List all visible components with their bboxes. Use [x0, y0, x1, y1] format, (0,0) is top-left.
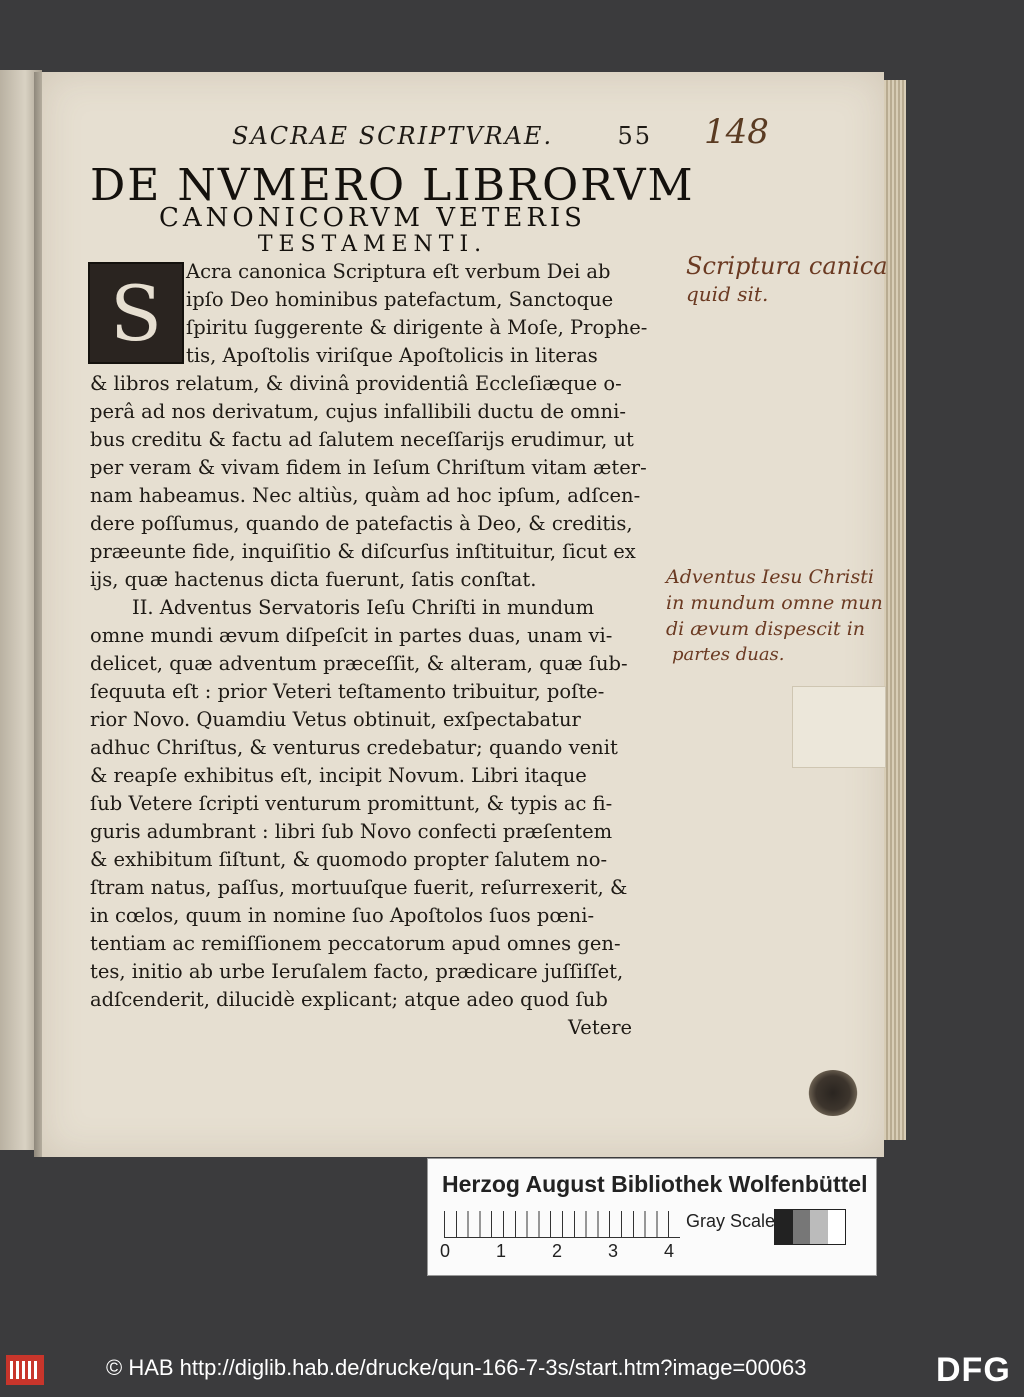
margin-note: di ævum dispescit in [666, 618, 866, 640]
text-line: per veram & vivam fidem in Ieſum Chriſtum vitam æter- [90, 456, 647, 479]
text-line: ſub Vetere ſcripti venturum promittunt, & typis ac fi- [90, 792, 613, 815]
ruler-ticks [444, 1211, 680, 1238]
copyright-url-link[interactable]: © HAB http://diglib.hab.de/drucke/qun-166-7-3s/start.htm?image=00063 [106, 1355, 807, 1380]
ruler-number: 1 [496, 1241, 507, 1261]
running-head-text: SACRAE SCRIPTVRAE. [232, 122, 554, 150]
text-line: omne mundi ævum diſpeſcit in partes duas, unam vi- [90, 624, 613, 647]
gray-swatch [793, 1210, 811, 1244]
text-line: guris adumbrant : libri ſub Novo confecti præſentem [90, 820, 613, 843]
text-line: ſtram natus, paſſus, mortuuſque fuerit, reſurrexerit, & [90, 876, 628, 899]
gray-scale-bar [774, 1209, 846, 1245]
title-line-1: DE NVMERO LIBRORVM [90, 160, 695, 211]
library-name: Herzog August Bibliothek Wolfenbüttel [442, 1171, 868, 1197]
text-line: ſequuta eſt : prior Veteri teſtamento tribuitur, poſte- [90, 680, 605, 703]
margin-note: in mundum omne mun [666, 592, 883, 614]
margin-note: Scriptura canica [686, 252, 888, 280]
text-line: adſcenderit, dilucidè explicant; atque adeo quod ſub [90, 988, 608, 1011]
text-line: nam habeamus. Nec altiùs, quàm ad hoc ipſum, adſcen- [90, 484, 641, 507]
gray-swatch [828, 1210, 846, 1244]
text-line: tentiam ac remiſſionem peccatorum apud omnes gen- [90, 932, 621, 955]
hab-logo-icon [6, 1355, 44, 1385]
text-line: in cœlos, quum in nomine ſuo Apoſtolos ſuos pœni- [90, 904, 595, 927]
text-line: dere poſſumus, quando de patefactis à Deo, & creditis, [90, 512, 633, 535]
margin-note: Adventus Iesu Christi [666, 566, 874, 588]
gray-swatch [775, 1210, 793, 1244]
paper-slip [792, 686, 886, 768]
text-line: & libros relatum, & divinâ providentiâ Eccleſiæque o- [90, 372, 622, 395]
handwritten-folio-number: 148 [704, 112, 769, 152]
text-line: adhuc Chriſtus, & venturus credebatur; quando venit [90, 736, 618, 759]
text-line: Acra canonica Scriptura eſt verbum Dei ab [186, 260, 611, 283]
margin-note: quid sit. [686, 282, 769, 306]
decorated-initial [88, 262, 184, 364]
dfg-logo: DFG [936, 1351, 1011, 1389]
catchword: Vetere [568, 1016, 633, 1039]
text-line: & reapſe exhibitus eſt, incipit Novum. Libri itaque [90, 764, 587, 787]
title-line-3: TESTAMENTI. [257, 232, 488, 257]
text-line: bus creditu & factu ad ſalutem neceſſarijs erudimur, ut [90, 428, 634, 451]
running-head [232, 122, 652, 150]
ruler-number: 0 [440, 1241, 451, 1261]
text-line: ipſo Deo hominibus patefactum, Sanctoque [186, 288, 614, 311]
text-line: ſpiritu ſuggerente & dirigente à Moſe, Prophe- [186, 316, 648, 339]
ruler-number: 4 [664, 1241, 675, 1261]
page-number: 55 [617, 122, 652, 150]
text-line: ijs, quæ hactenus dicta fuerunt, ſatis conſtat. [90, 568, 537, 591]
text-line: & exhibitum ſiſtunt, & quomodo propter ſalutem no- [90, 848, 608, 871]
initial-letter: S [109, 268, 163, 358]
color-scale-card [427, 1158, 877, 1276]
text-line: tes, initio ab urbe Ieruſalem facto, prædicare juſſiſſet, [90, 960, 624, 983]
page-stack-edge [884, 80, 906, 1140]
title-line-2: CANONICORVM VETERIS [158, 203, 586, 233]
gray-scale-label: Gray Scale [686, 1211, 776, 1231]
text-line: delicet, quæ adventum præceſſit, & alteram, quæ ſub- [90, 652, 628, 675]
ruler-number: 2 [552, 1241, 563, 1261]
margin-note: partes duas. [672, 644, 785, 665]
text-line: perâ ad nos derivatum, cujus infallibili ductu de omni- [90, 400, 626, 423]
text-line: rior Novo. Quamdiu Vetus obtinuit, exſpectabatur [90, 708, 581, 731]
ruler-number: 3 [608, 1241, 619, 1261]
viewer-footer [0, 1343, 1024, 1397]
text-line: præeunte fide, inquiſitio & diſcurſus inſtituitur, ſicut ex [90, 540, 636, 563]
text-line: II. Adventus Servatoris Ieſu Chriſti in mundum [132, 596, 595, 619]
gray-swatch [810, 1210, 828, 1244]
wax-stain [808, 1070, 858, 1116]
text-line: tis, Apoſtolis viriſque Apoſtolicis in literas [186, 344, 598, 367]
